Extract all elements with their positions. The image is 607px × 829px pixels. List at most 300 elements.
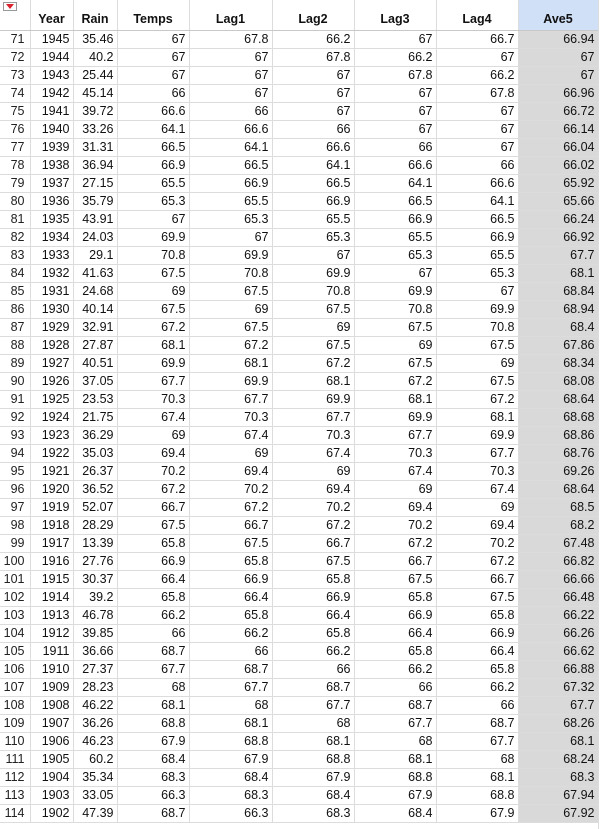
- table-row[interactable]: [0, 31, 598, 49]
- cell-lag2[interactable]: 64.1: [272, 157, 354, 175]
- cell-year[interactable]: 1906: [30, 733, 73, 751]
- cell-lag1[interactable]: 67.8: [189, 31, 272, 49]
- cell-lag4[interactable]: 67: [436, 121, 518, 139]
- cell-temps[interactable]: 68.3: [117, 769, 189, 787]
- table-row[interactable]: [0, 499, 598, 517]
- cell-lag4[interactable]: 67.2: [436, 391, 518, 409]
- cell-rain[interactable]: 36.52: [73, 481, 117, 499]
- row-number[interactable]: 94: [0, 445, 30, 463]
- cell-rain[interactable]: 27.15: [73, 175, 117, 193]
- cell-lag4[interactable]: 67.5: [436, 373, 518, 391]
- table-row[interactable]: [0, 535, 598, 553]
- cell-year[interactable]: 1917: [30, 535, 73, 553]
- cell-rain[interactable]: 30.37: [73, 571, 117, 589]
- cell-year[interactable]: 1924: [30, 409, 73, 427]
- row-number[interactable]: 82: [0, 229, 30, 247]
- cell-year[interactable]: 1928: [30, 337, 73, 355]
- table-row[interactable]: [0, 85, 598, 103]
- cell-rain[interactable]: 35.34: [73, 769, 117, 787]
- cell-year[interactable]: 1905: [30, 751, 73, 769]
- table-row[interactable]: [0, 229, 598, 247]
- table-row[interactable]: [0, 373, 598, 391]
- cell-lag4[interactable]: 69.9: [436, 427, 518, 445]
- row-number[interactable]: 106: [0, 661, 30, 679]
- cell-ave5[interactable]: 67.86: [518, 337, 598, 355]
- row-number[interactable]: 108: [0, 697, 30, 715]
- cell-lag3[interactable]: 69.9: [354, 283, 436, 301]
- row-number[interactable]: 102: [0, 589, 30, 607]
- cell-lag4[interactable]: 66.7: [436, 31, 518, 49]
- row-number[interactable]: 114: [0, 805, 30, 823]
- cell-temps[interactable]: 66.7: [117, 499, 189, 517]
- cell-ave5[interactable]: 66.96: [518, 85, 598, 103]
- cell-year[interactable]: 1920: [30, 481, 73, 499]
- cell-year[interactable]: 1907: [30, 715, 73, 733]
- cell-temps[interactable]: 67.7: [117, 373, 189, 391]
- cell-lag2[interactable]: 65.5: [272, 211, 354, 229]
- cell-lag2[interactable]: 66.2: [272, 31, 354, 49]
- cell-year[interactable]: 1931: [30, 283, 73, 301]
- row-number[interactable]: 79: [0, 175, 30, 193]
- cell-ave5[interactable]: 68.2: [518, 517, 598, 535]
- table-row[interactable]: [0, 661, 598, 679]
- cell-year[interactable]: 1902: [30, 805, 73, 823]
- cell-lag2[interactable]: 66.4: [272, 607, 354, 625]
- cell-rain[interactable]: 35.79: [73, 193, 117, 211]
- cell-lag1[interactable]: 65.3: [189, 211, 272, 229]
- column-header-lag2[interactable]: Lag2: [272, 0, 354, 31]
- cell-rain[interactable]: 36.26: [73, 715, 117, 733]
- cell-lag2[interactable]: 67.7: [272, 409, 354, 427]
- cell-ave5[interactable]: 68.4: [518, 319, 598, 337]
- row-number[interactable]: 111: [0, 751, 30, 769]
- cell-temps[interactable]: 68.7: [117, 805, 189, 823]
- cell-lag4[interactable]: 65.8: [436, 661, 518, 679]
- cell-lag4[interactable]: 66.2: [436, 679, 518, 697]
- cell-lag1[interactable]: 69.4: [189, 463, 272, 481]
- table-row[interactable]: [0, 49, 598, 67]
- row-number[interactable]: 101: [0, 571, 30, 589]
- table-row[interactable]: [0, 553, 598, 571]
- row-number[interactable]: 76: [0, 121, 30, 139]
- cell-rain[interactable]: 36.29: [73, 427, 117, 445]
- cell-lag4[interactable]: 67.2: [436, 553, 518, 571]
- row-number[interactable]: 83: [0, 247, 30, 265]
- cell-lag4[interactable]: 68.7: [436, 715, 518, 733]
- row-number[interactable]: 74: [0, 85, 30, 103]
- cell-lag1[interactable]: 69.9: [189, 373, 272, 391]
- row-number[interactable]: 89: [0, 355, 30, 373]
- cell-lag2[interactable]: 70.3: [272, 427, 354, 445]
- cell-lag1[interactable]: 67.9: [189, 751, 272, 769]
- cell-year[interactable]: 1929: [30, 319, 73, 337]
- column-header-rain[interactable]: Rain: [73, 0, 117, 31]
- cell-ave5[interactable]: 66.22: [518, 607, 598, 625]
- cell-year[interactable]: 1910: [30, 661, 73, 679]
- cell-temps[interactable]: 66.5: [117, 139, 189, 157]
- cell-temps[interactable]: 66: [117, 625, 189, 643]
- cell-lag2[interactable]: 68.4: [272, 787, 354, 805]
- cell-rain[interactable]: 33.26: [73, 121, 117, 139]
- cell-lag3[interactable]: 68.7: [354, 697, 436, 715]
- cell-rain[interactable]: 29.1: [73, 247, 117, 265]
- row-number[interactable]: 103: [0, 607, 30, 625]
- cell-lag2[interactable]: 66.9: [272, 589, 354, 607]
- row-number[interactable]: 87: [0, 319, 30, 337]
- cell-rain[interactable]: 36.94: [73, 157, 117, 175]
- cell-lag4[interactable]: 67.5: [436, 337, 518, 355]
- cell-year[interactable]: 1923: [30, 427, 73, 445]
- cell-rain[interactable]: 35.03: [73, 445, 117, 463]
- cell-ave5[interactable]: 67.32: [518, 679, 598, 697]
- row-number[interactable]: 86: [0, 301, 30, 319]
- cell-lag2[interactable]: 67.2: [272, 355, 354, 373]
- cell-lag1[interactable]: 66: [189, 103, 272, 121]
- table-row[interactable]: [0, 697, 598, 715]
- cell-ave5[interactable]: 66.62: [518, 643, 598, 661]
- cell-ave5[interactable]: 66.02: [518, 157, 598, 175]
- table-row[interactable]: [0, 103, 598, 121]
- cell-lag1[interactable]: 68.8: [189, 733, 272, 751]
- cell-temps[interactable]: 69.9: [117, 355, 189, 373]
- cell-lag2[interactable]: 68.1: [272, 733, 354, 751]
- table-row[interactable]: [0, 283, 598, 301]
- cell-ave5[interactable]: 67.92: [518, 805, 598, 823]
- cell-lag2[interactable]: 68.3: [272, 805, 354, 823]
- cell-ave5[interactable]: 67: [518, 49, 598, 67]
- cell-lag2[interactable]: 69.9: [272, 265, 354, 283]
- cell-lag4[interactable]: 67.8: [436, 85, 518, 103]
- cell-temps[interactable]: 66.2: [117, 607, 189, 625]
- cell-lag1[interactable]: 66.2: [189, 625, 272, 643]
- cell-temps[interactable]: 67.9: [117, 733, 189, 751]
- cell-lag4[interactable]: 68.1: [436, 409, 518, 427]
- cell-rain[interactable]: 60.2: [73, 751, 117, 769]
- cell-rain[interactable]: 40.14: [73, 301, 117, 319]
- row-number[interactable]: 75: [0, 103, 30, 121]
- cell-rain[interactable]: 36.66: [73, 643, 117, 661]
- cell-temps[interactable]: 67.7: [117, 661, 189, 679]
- cell-lag2[interactable]: 70.8: [272, 283, 354, 301]
- cell-lag4[interactable]: 67.4: [436, 481, 518, 499]
- column-header-temps[interactable]: Temps: [117, 0, 189, 31]
- cell-lag4[interactable]: 67.9: [436, 805, 518, 823]
- cell-lag4[interactable]: 68: [436, 751, 518, 769]
- cell-lag1[interactable]: 68.1: [189, 355, 272, 373]
- cell-lag3[interactable]: 65.5: [354, 229, 436, 247]
- cell-rain[interactable]: 25.44: [73, 67, 117, 85]
- cell-temps[interactable]: 67.5: [117, 265, 189, 283]
- cell-temps[interactable]: 66.9: [117, 157, 189, 175]
- row-number[interactable]: 91: [0, 391, 30, 409]
- row-number[interactable]: 93: [0, 427, 30, 445]
- cell-temps[interactable]: 69.9: [117, 229, 189, 247]
- cell-lag4[interactable]: 66.5: [436, 211, 518, 229]
- cell-lag2[interactable]: 66.6: [272, 139, 354, 157]
- cell-ave5[interactable]: 68.34: [518, 355, 598, 373]
- cell-lag3[interactable]: 67.7: [354, 427, 436, 445]
- cell-year[interactable]: 1909: [30, 679, 73, 697]
- cell-ave5[interactable]: 68.68: [518, 409, 598, 427]
- cell-temps[interactable]: 67: [117, 211, 189, 229]
- row-number[interactable]: 98: [0, 517, 30, 535]
- cell-lag1[interactable]: 70.2: [189, 481, 272, 499]
- cell-ave5[interactable]: 66.66: [518, 571, 598, 589]
- cell-lag1[interactable]: 67.7: [189, 679, 272, 697]
- cell-lag4[interactable]: 69.4: [436, 517, 518, 535]
- cell-lag3[interactable]: 67.4: [354, 463, 436, 481]
- cell-lag1[interactable]: 70.3: [189, 409, 272, 427]
- cell-lag3[interactable]: 67: [354, 103, 436, 121]
- row-number[interactable]: 109: [0, 715, 30, 733]
- cell-year[interactable]: 1925: [30, 391, 73, 409]
- cell-lag1[interactable]: 66.9: [189, 175, 272, 193]
- cell-lag3[interactable]: 66.9: [354, 607, 436, 625]
- cell-lag4[interactable]: 68.1: [436, 769, 518, 787]
- cell-year[interactable]: 1940: [30, 121, 73, 139]
- cell-lag4[interactable]: 70.2: [436, 535, 518, 553]
- cell-temps[interactable]: 66.6: [117, 103, 189, 121]
- table-row[interactable]: [0, 409, 598, 427]
- cell-lag2[interactable]: 68: [272, 715, 354, 733]
- cell-ave5[interactable]: 68.24: [518, 751, 598, 769]
- cell-rain[interactable]: 33.05: [73, 787, 117, 805]
- cell-lag2[interactable]: 67: [272, 247, 354, 265]
- cell-lag2[interactable]: 69.4: [272, 481, 354, 499]
- cell-temps[interactable]: 68: [117, 679, 189, 697]
- cell-rain[interactable]: 21.75: [73, 409, 117, 427]
- cell-rain[interactable]: 39.72: [73, 103, 117, 121]
- cell-temps[interactable]: 69: [117, 283, 189, 301]
- cell-lag2[interactable]: 68.8: [272, 751, 354, 769]
- cell-temps[interactable]: 67.4: [117, 409, 189, 427]
- cell-lag1[interactable]: 69: [189, 445, 272, 463]
- cell-year[interactable]: 1903: [30, 787, 73, 805]
- cell-temps[interactable]: 65.8: [117, 589, 189, 607]
- cell-lag3[interactable]: 66.5: [354, 193, 436, 211]
- cell-lag1[interactable]: 66.5: [189, 157, 272, 175]
- cell-temps[interactable]: 70.8: [117, 247, 189, 265]
- cell-lag1[interactable]: 64.1: [189, 139, 272, 157]
- row-number[interactable]: 113: [0, 787, 30, 805]
- table-row[interactable]: [0, 265, 598, 283]
- cell-lag3[interactable]: 66: [354, 139, 436, 157]
- cell-lag4[interactable]: 67.7: [436, 733, 518, 751]
- table-row[interactable]: [0, 319, 598, 337]
- cell-lag1[interactable]: 68: [189, 697, 272, 715]
- cell-lag1[interactable]: 65.8: [189, 607, 272, 625]
- cell-lag1[interactable]: 65.5: [189, 193, 272, 211]
- cell-lag2[interactable]: 66.5: [272, 175, 354, 193]
- cell-lag3[interactable]: 68: [354, 733, 436, 751]
- cell-lag4[interactable]: 69: [436, 499, 518, 517]
- cell-rain[interactable]: 39.2: [73, 589, 117, 607]
- cell-rain[interactable]: 37.05: [73, 373, 117, 391]
- cell-lag3[interactable]: 70.3: [354, 445, 436, 463]
- cell-lag4[interactable]: 68.8: [436, 787, 518, 805]
- cell-ave5[interactable]: 66.94: [518, 31, 598, 49]
- row-number[interactable]: 104: [0, 625, 30, 643]
- cell-lag3[interactable]: 69.9: [354, 409, 436, 427]
- table-corner[interactable]: [0, 0, 30, 31]
- cell-lag1[interactable]: 67.5: [189, 319, 272, 337]
- cell-rain[interactable]: 35.46: [73, 31, 117, 49]
- table-row[interactable]: [0, 337, 598, 355]
- cell-ave5[interactable]: 66.82: [518, 553, 598, 571]
- cell-lag1[interactable]: 68.7: [189, 661, 272, 679]
- cell-year[interactable]: 1919: [30, 499, 73, 517]
- cell-rain[interactable]: 40.2: [73, 49, 117, 67]
- table-row[interactable]: [0, 121, 598, 139]
- cell-lag1[interactable]: 67.7: [189, 391, 272, 409]
- cell-lag1[interactable]: 66.9: [189, 571, 272, 589]
- row-number[interactable]: 77: [0, 139, 30, 157]
- cell-temps[interactable]: 66.9: [117, 553, 189, 571]
- table-row[interactable]: [0, 715, 598, 733]
- cell-rain[interactable]: 41.63: [73, 265, 117, 283]
- cell-lag1[interactable]: 67: [189, 229, 272, 247]
- cell-year[interactable]: 1913: [30, 607, 73, 625]
- cell-year[interactable]: 1930: [30, 301, 73, 319]
- cell-lag4[interactable]: 66.2: [436, 67, 518, 85]
- cell-lag1[interactable]: 69.9: [189, 247, 272, 265]
- cell-lag1[interactable]: 67: [189, 49, 272, 67]
- cell-temps[interactable]: 66.4: [117, 571, 189, 589]
- table-row[interactable]: [0, 193, 598, 211]
- row-number[interactable]: 112: [0, 769, 30, 787]
- cell-ave5[interactable]: 68.5: [518, 499, 598, 517]
- table-row[interactable]: [0, 391, 598, 409]
- cell-ave5[interactable]: 68.1: [518, 265, 598, 283]
- cell-temps[interactable]: 67.5: [117, 517, 189, 535]
- cell-temps[interactable]: 69: [117, 427, 189, 445]
- cell-temps[interactable]: 66: [117, 85, 189, 103]
- cell-rain[interactable]: 24.68: [73, 283, 117, 301]
- cell-lag3[interactable]: 66.4: [354, 625, 436, 643]
- cell-lag2[interactable]: 66.9: [272, 193, 354, 211]
- cell-ave5[interactable]: 68.94: [518, 301, 598, 319]
- table-row[interactable]: [0, 751, 598, 769]
- cell-ave5[interactable]: 66.48: [518, 589, 598, 607]
- cell-ave5[interactable]: 68.26: [518, 715, 598, 733]
- cell-year[interactable]: 1944: [30, 49, 73, 67]
- cell-lag3[interactable]: 70.2: [354, 517, 436, 535]
- cell-lag3[interactable]: 66.2: [354, 49, 436, 67]
- row-number[interactable]: 88: [0, 337, 30, 355]
- cell-lag4[interactable]: 64.1: [436, 193, 518, 211]
- cell-lag1[interactable]: 66.3: [189, 805, 272, 823]
- cell-lag3[interactable]: 69.4: [354, 499, 436, 517]
- cell-lag4[interactable]: 67.5: [436, 589, 518, 607]
- table-row[interactable]: [0, 679, 598, 697]
- cell-lag2[interactable]: 69: [272, 319, 354, 337]
- cell-rain[interactable]: 31.31: [73, 139, 117, 157]
- row-number[interactable]: 73: [0, 67, 30, 85]
- cell-year[interactable]: 1926: [30, 373, 73, 391]
- cell-lag3[interactable]: 68.1: [354, 751, 436, 769]
- cell-temps[interactable]: 67.5: [117, 301, 189, 319]
- row-number[interactable]: 71: [0, 31, 30, 49]
- cell-lag3[interactable]: 67.7: [354, 715, 436, 733]
- row-number[interactable]: 81: [0, 211, 30, 229]
- cell-year[interactable]: 1904: [30, 769, 73, 787]
- cell-temps[interactable]: 68.7: [117, 643, 189, 661]
- cell-rain[interactable]: 32.91: [73, 319, 117, 337]
- cell-lag1[interactable]: 67: [189, 85, 272, 103]
- cell-temps[interactable]: 67.2: [117, 481, 189, 499]
- cell-lag3[interactable]: 68.1: [354, 391, 436, 409]
- cell-temps[interactable]: 70.3: [117, 391, 189, 409]
- cell-ave5[interactable]: 67: [518, 67, 598, 85]
- table-row[interactable]: [0, 481, 598, 499]
- cell-ave5[interactable]: 66.26: [518, 625, 598, 643]
- cell-rain[interactable]: 23.53: [73, 391, 117, 409]
- cell-year[interactable]: 1921: [30, 463, 73, 481]
- column-header-year[interactable]: Year: [30, 0, 73, 31]
- cell-year[interactable]: 1933: [30, 247, 73, 265]
- cell-lag2[interactable]: 65.8: [272, 625, 354, 643]
- row-number[interactable]: 110: [0, 733, 30, 751]
- cell-lag2[interactable]: 66: [272, 661, 354, 679]
- cell-ave5[interactable]: 68.84: [518, 283, 598, 301]
- cell-lag4[interactable]: 67: [436, 139, 518, 157]
- column-header-lag1[interactable]: Lag1: [189, 0, 272, 31]
- cell-year[interactable]: 1945: [30, 31, 73, 49]
- cell-lag1[interactable]: 66: [189, 643, 272, 661]
- cell-lag4[interactable]: 66.9: [436, 229, 518, 247]
- cell-lag3[interactable]: 68.4: [354, 805, 436, 823]
- cell-year[interactable]: 1942: [30, 85, 73, 103]
- cell-rain[interactable]: 39.85: [73, 625, 117, 643]
- cell-rain[interactable]: 28.23: [73, 679, 117, 697]
- cell-ave5[interactable]: 68.86: [518, 427, 598, 445]
- row-number[interactable]: 96: [0, 481, 30, 499]
- row-number[interactable]: 107: [0, 679, 30, 697]
- cell-year[interactable]: 1938: [30, 157, 73, 175]
- cell-rain[interactable]: 27.37: [73, 661, 117, 679]
- cell-ave5[interactable]: 65.66: [518, 193, 598, 211]
- cell-lag3[interactable]: 65.8: [354, 643, 436, 661]
- cell-temps[interactable]: 68.1: [117, 697, 189, 715]
- cell-temps[interactable]: 66.3: [117, 787, 189, 805]
- cell-year[interactable]: 1937: [30, 175, 73, 193]
- cell-ave5[interactable]: 67.48: [518, 535, 598, 553]
- cell-ave5[interactable]: 68.64: [518, 481, 598, 499]
- cell-ave5[interactable]: 67.94: [518, 787, 598, 805]
- cell-lag1[interactable]: 66.7: [189, 517, 272, 535]
- cell-lag3[interactable]: 67: [354, 31, 436, 49]
- cell-temps[interactable]: 70.2: [117, 463, 189, 481]
- cell-rain[interactable]: 28.29: [73, 517, 117, 535]
- cell-lag1[interactable]: 68.3: [189, 787, 272, 805]
- table-row[interactable]: [0, 733, 598, 751]
- cell-lag1[interactable]: 65.8: [189, 553, 272, 571]
- cell-lag4[interactable]: 65.8: [436, 607, 518, 625]
- cell-temps[interactable]: 67: [117, 31, 189, 49]
- cell-lag3[interactable]: 66.2: [354, 661, 436, 679]
- row-number[interactable]: 80: [0, 193, 30, 211]
- row-number[interactable]: 72: [0, 49, 30, 67]
- cell-rain[interactable]: 47.39: [73, 805, 117, 823]
- cell-ave5[interactable]: 66.24: [518, 211, 598, 229]
- cell-lag4[interactable]: 66.9: [436, 625, 518, 643]
- cell-lag1[interactable]: 67.2: [189, 499, 272, 517]
- row-number[interactable]: 85: [0, 283, 30, 301]
- cell-lag3[interactable]: 67: [354, 85, 436, 103]
- cell-temps[interactable]: 65.3: [117, 193, 189, 211]
- cell-rain[interactable]: 43.91: [73, 211, 117, 229]
- table-row[interactable]: [0, 589, 598, 607]
